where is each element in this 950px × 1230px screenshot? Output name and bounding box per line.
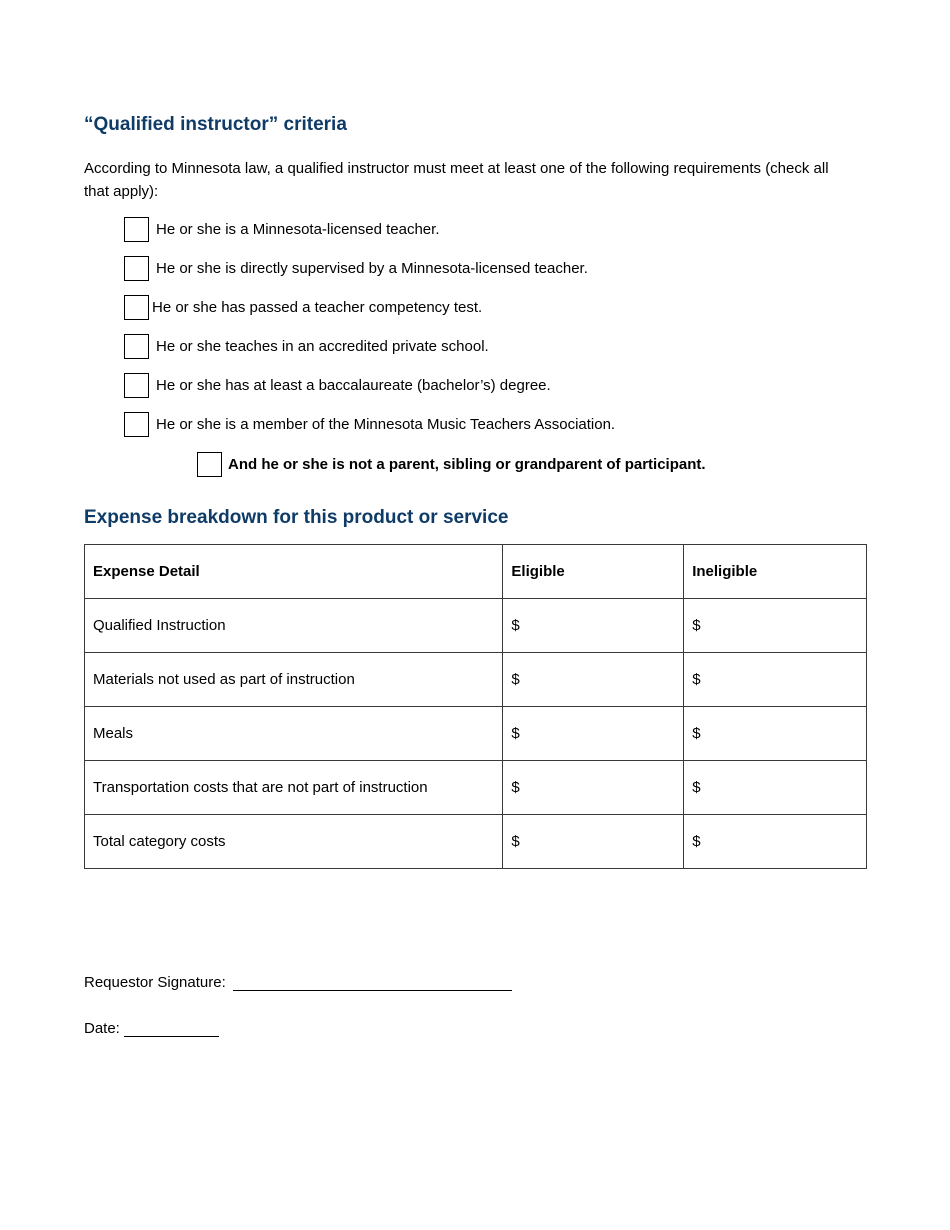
eligible-amount-cell[interactable]: $ (503, 653, 684, 707)
checkbox[interactable] (124, 373, 149, 398)
criteria-option[interactable] (124, 255, 588, 281)
eligible-amount-cell[interactable]: $ (503, 815, 684, 869)
table-row (85, 653, 867, 707)
criteria-option-label: He or she has at least a baccalaureate (bachelor’s) degree. (156, 376, 551, 394)
criteria-heading: “Qualified instructor” criteria (84, 114, 347, 135)
checkbox[interactable] (124, 334, 149, 359)
criteria-option-label: He or she is directly supervised by a Minnesota-licensed teacher. (156, 259, 588, 277)
criteria-option[interactable] (124, 216, 439, 242)
ineligible-amount-cell[interactable]: $ (684, 761, 867, 815)
criteria-option[interactable] (124, 372, 551, 398)
table-header-row (85, 545, 867, 599)
ineligible-amount-cell[interactable]: $ (684, 653, 867, 707)
ineligible-amount-cell[interactable]: $ (684, 599, 867, 653)
checkbox[interactable] (124, 217, 149, 242)
criteria-option-label: He or she has passed a teacher competency test. (152, 298, 483, 316)
criteria-intro: According to Minnesota law, a qualified instructor must meet at least one of the following requirements (check all that apply): (84, 160, 829, 200)
expense-detail-cell: Qualified Instruction (85, 599, 503, 653)
header-eligible: Eligible (503, 545, 684, 599)
date-field[interactable] (124, 1012, 219, 1037)
table-row (85, 815, 867, 869)
criteria-option[interactable] (124, 294, 482, 320)
criteria-option-label: He or she is a member of the Minnesota Music Teachers Association. (156, 415, 616, 433)
date-label: Date: (84, 1020, 120, 1037)
expense-detail-cell: Transportation costs that are not part of instruction (85, 761, 503, 815)
criteria-option-label: He or she teaches in an accredited private school. (156, 337, 489, 355)
table-row (85, 599, 867, 653)
eligible-amount-cell[interactable]: $ (503, 761, 684, 815)
requestor-signature-field[interactable] (233, 972, 512, 991)
criteria-option[interactable] (124, 411, 615, 437)
criteria-option[interactable] (124, 333, 489, 359)
checkbox[interactable] (124, 412, 149, 437)
checkbox[interactable] (197, 452, 222, 477)
expenses-heading: Expense breakdown for this product or service (84, 507, 509, 528)
header-ineligible: Ineligible (684, 545, 867, 599)
checkbox[interactable] (124, 295, 149, 320)
requestor-signature-label: Requestor Signature: (84, 974, 226, 991)
requestor-signature-row (84, 972, 512, 991)
expense-detail-cell: Materials not used as part of instruction (85, 653, 503, 707)
extra-requirement-option[interactable] (197, 451, 706, 477)
expense-table (84, 544, 867, 869)
expense-detail-cell: Meals (85, 707, 503, 761)
table-row (85, 707, 867, 761)
header-expense-detail: Expense Detail (85, 545, 503, 599)
extra-requirement-label: And he or she is not a parent, sibling or grandparent of participant. (228, 455, 706, 473)
ineligible-amount-cell[interactable]: $ (684, 707, 867, 761)
checkbox[interactable] (124, 256, 149, 281)
table-row (85, 761, 867, 815)
criteria-option-label: He or she is a Minnesota-licensed teacher. (156, 220, 440, 238)
ineligible-amount-cell[interactable]: $ (684, 815, 867, 869)
eligible-amount-cell[interactable]: $ (503, 707, 684, 761)
eligible-amount-cell[interactable]: $ (503, 599, 684, 653)
date-row (84, 1012, 219, 1037)
expense-detail-cell: Total category costs (85, 815, 503, 869)
